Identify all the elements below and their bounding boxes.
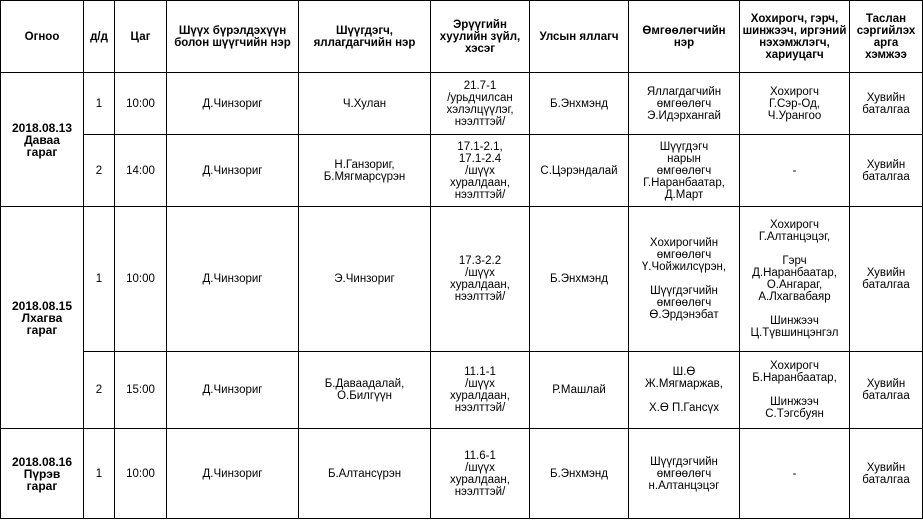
row-preventive-measure: Хувийн баталгаа bbox=[850, 207, 923, 352]
table-row bbox=[1, 352, 923, 429]
row-parties: Хохирогч Г.Сэр-Од, Ч.Урангоо bbox=[740, 73, 850, 135]
row-parties: - bbox=[740, 429, 850, 519]
row-parties: Хохирогч Г.Алтанцэцэг, Гэрч Д.Наранбаатар, О.Ангараг, А.Лхагвабаяр Шинжээч Ц.Түвшинцэнгэл bbox=[740, 207, 850, 352]
row-law-article: 21.7-1 /урьдчилсан хэлэлцүүлэг, нээлттэй/ bbox=[431, 73, 530, 135]
row-defendant: Э.Чинзориг bbox=[299, 207, 431, 352]
row-preventive-measure: Хувийн баталгаа bbox=[850, 135, 923, 207]
table-row bbox=[1, 73, 923, 135]
row-time: 10:00 bbox=[115, 73, 167, 135]
row-time: 15:00 bbox=[115, 352, 167, 429]
row-number: 2 bbox=[84, 135, 115, 207]
row-law-article: 17.3-2.2 /шүүх хуралдаан, нээлттэй/ bbox=[431, 207, 530, 352]
table-row bbox=[1, 429, 923, 519]
row-defender: Яллагдагчийн өмгөөлөгч Э.Идэрхангай bbox=[629, 73, 740, 135]
header-row bbox=[1, 1, 923, 73]
row-parties: Хохирогч Б.Наранбаатар, Шинжээч С.Тэгсбуян bbox=[740, 352, 850, 429]
row-prosecutor: Б.Энхмэнд bbox=[530, 207, 629, 352]
row-law-article: 11.6-1 /шүүх хуралдаан, нээлттэй/ bbox=[431, 429, 530, 519]
header-court-member: Шүүх бүрэлдэхүүн болон шүүгчийн нэр bbox=[167, 1, 299, 73]
header-defendant: Шүүгдэгч, яллагдагчийн нэр bbox=[299, 1, 431, 73]
date-cell: 2018.08.16 Пүрэв гараг bbox=[1, 429, 84, 519]
row-prosecutor: Б.Энхмэнд bbox=[530, 429, 629, 519]
table-row bbox=[1, 135, 923, 207]
row-time: 14:00 bbox=[115, 135, 167, 207]
header-time: Цаг bbox=[115, 1, 167, 73]
date-cell: 2018.08.13 Даваа гараг bbox=[1, 73, 84, 207]
row-defendant: Б.Алтансүрэн bbox=[299, 429, 431, 519]
row-number: 1 bbox=[84, 73, 115, 135]
row-prosecutor: Б.Энхмэнд bbox=[530, 73, 629, 135]
row-court-member: Д.Чинзориг bbox=[167, 135, 299, 207]
row-defender: Хохирогчийн өмгөөлөгч Ү.Чойжилсүрэн, Шүүгдэгчийн өмгөөлөгч Ө.Эрдэнэбат bbox=[629, 207, 740, 352]
row-parties: - bbox=[740, 135, 850, 207]
row-preventive-measure: Хувийн баталгаа bbox=[850, 73, 923, 135]
row-defendant: Н.Ганзориг, Б.Мягмарсүрэн bbox=[299, 135, 431, 207]
header-preventive-measure: Таслан сэргийлэх арга хэмжээ bbox=[850, 1, 923, 73]
row-court-member: Д.Чинзориг bbox=[167, 207, 299, 352]
row-preventive-measure: Хувийн баталгаа bbox=[850, 429, 923, 519]
row-court-member: Д.Чинзориг bbox=[167, 73, 299, 135]
row-defendant: Ч.Хулан bbox=[299, 73, 431, 135]
row-number: 2 bbox=[84, 352, 115, 429]
row-defender: Шүүгдэгчийн өмгөөлөгч н.Алтанцэцэг bbox=[629, 429, 740, 519]
row-prosecutor: С.Цэрэндалай bbox=[530, 135, 629, 207]
row-preventive-measure: Хувийн баталгаа bbox=[850, 352, 923, 429]
header-defender: Өмгөөлөгчийн нэр bbox=[629, 1, 740, 73]
row-defender: Ш.Ө Ж.Мягмаржав, Х.Ө П.Гансүх bbox=[629, 352, 740, 429]
header-prosecutor: Улсын яллагч bbox=[530, 1, 629, 73]
row-law-article: 11.1-1 /шүүх хуралдаан, нээлттэй/ bbox=[431, 352, 530, 429]
date-cell: 2018.08.15 Лхагва гараг bbox=[1, 207, 84, 429]
table-row bbox=[1, 207, 923, 352]
row-court-member: Д.Чинзориг bbox=[167, 352, 299, 429]
header-number: д/д bbox=[84, 1, 115, 73]
row-law-article: 17.1-2.1, 17.1-2.4 /шүүх хуралдаан, нээлттэй/ bbox=[431, 135, 530, 207]
row-time: 10:00 bbox=[115, 207, 167, 352]
row-number: 1 bbox=[84, 429, 115, 519]
header-parties: Хохирогч, гэрч, шинжээч, иргэний нэхэмжлэгч, хариуцагч bbox=[740, 1, 850, 73]
row-court-member: Д.Чинзориг bbox=[167, 429, 299, 519]
header-date: Огноо bbox=[1, 1, 84, 73]
row-number: 1 bbox=[84, 207, 115, 352]
row-defender: Шүүгдэгч нарын өмгөөлөгч Г.Наранбаатар, Д.Март bbox=[629, 135, 740, 207]
row-time: 10:00 bbox=[115, 429, 167, 519]
header-law-article: Эрүүгийн хуулийн зүйл, хэсэг bbox=[431, 1, 530, 73]
row-defendant: Б.Даваадалай, О.Билгүүн bbox=[299, 352, 431, 429]
row-prosecutor: Р.Машлай bbox=[530, 352, 629, 429]
